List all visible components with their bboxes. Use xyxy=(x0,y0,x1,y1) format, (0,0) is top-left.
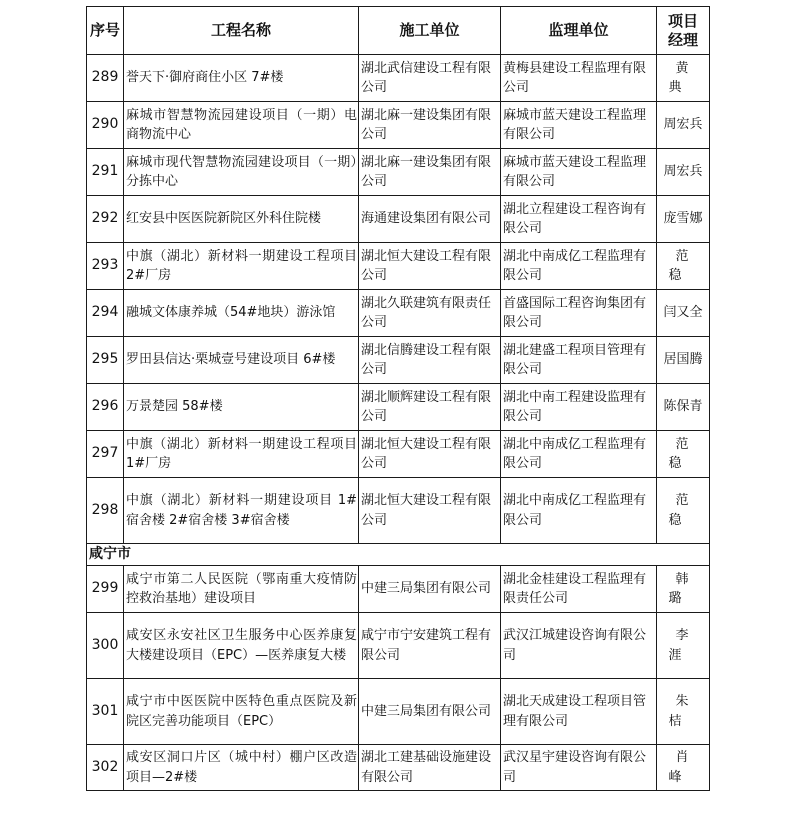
row-no: 300 xyxy=(87,613,124,679)
table-row xyxy=(87,566,710,613)
row-manager: 周宏兵 xyxy=(657,102,710,149)
row-construction-unit: 咸宁市宁安建筑工程有限公司 xyxy=(359,613,501,679)
row-supervision-unit: 武汉江城建设咨询有限公司 xyxy=(501,613,657,679)
table-row xyxy=(87,102,710,149)
row-manager xyxy=(657,431,710,478)
row-construction-unit: 湖北恒大建设工程有限公司 xyxy=(359,431,501,478)
row-project-name: 中旗（湖北）新材料一期建设工程项目 2#厂房 xyxy=(124,243,359,290)
table-row xyxy=(87,384,710,431)
table-row xyxy=(87,613,710,679)
row-supervision-unit: 湖北金桂建设工程监理有限责任公司 xyxy=(501,566,657,613)
row-manager xyxy=(657,243,710,290)
row-construction-unit: 湖北麻一建设集团有限公司 xyxy=(359,149,501,196)
row-manager xyxy=(657,679,710,745)
row-construction-unit: 湖北麻一建设集团有限公司 xyxy=(359,102,501,149)
row-manager: 闫又全 xyxy=(657,290,710,337)
table-row xyxy=(87,149,710,196)
row-project-name: 中旗（湖北）新材料一期建设工程项目 1#厂房 xyxy=(124,431,359,478)
project-table xyxy=(86,6,710,791)
row-supervision-unit: 湖北天成建设工程项目管理有限公司 xyxy=(501,679,657,745)
row-supervision-unit: 湖北立程建设工程咨询有限公司 xyxy=(501,196,657,243)
row-manager-text: 范稳 xyxy=(668,436,705,471)
row-supervision-unit: 武汉星宇建设咨询有限公司 xyxy=(501,745,657,791)
row-supervision-unit: 首盛国际工程咨询集团有限公司 xyxy=(501,290,657,337)
row-supervision-unit: 麻城市蓝天建设工程监理有限公司 xyxy=(501,149,657,196)
row-no: 291 xyxy=(87,149,124,196)
table-row xyxy=(87,337,710,384)
row-construction-unit: 湖北信腾建设工程有限公司 xyxy=(359,337,501,384)
row-supervision-unit: 湖北中南成亿工程监理有限公司 xyxy=(501,431,657,478)
row-supervision-unit: 湖北中南成亿工程监理有限公司 xyxy=(501,243,657,290)
row-construction-unit: 湖北武信建设工程有限公司 xyxy=(359,55,501,102)
row-supervision-unit: 湖北中南工程建设监理有限公司 xyxy=(501,384,657,431)
row-no: 297 xyxy=(87,431,124,478)
row-no: 289 xyxy=(87,55,124,102)
row-manager-text: 范稳 xyxy=(668,493,705,528)
row-project-name: 罗田县信达·栗城壹号建设项目 6#楼 xyxy=(124,337,359,384)
row-project-name: 中旗（湖北）新材料一期建设项目 1#宿舍楼 2#宿舍楼 3#宿舍楼 xyxy=(124,478,359,544)
row-supervision-unit: 湖北中南成亿工程监理有限公司 xyxy=(501,478,657,544)
table-row xyxy=(87,478,710,544)
row-manager-text: 韩璐 xyxy=(668,571,705,606)
row-construction-unit: 湖北久联建筑有限责任公司 xyxy=(359,290,501,337)
row-supervision-unit: 麻城市蓝天建设工程监理有限公司 xyxy=(501,102,657,149)
row-manager: 周宏兵 xyxy=(657,149,710,196)
row-construction-unit: 中建三局集团有限公司 xyxy=(359,566,501,613)
row-no: 296 xyxy=(87,384,124,431)
row-no: 295 xyxy=(87,337,124,384)
row-manager xyxy=(657,745,710,791)
table-row xyxy=(87,745,710,791)
header-project-name: 工程名称 xyxy=(124,7,359,55)
header-no: 序号 xyxy=(87,7,124,55)
row-manager xyxy=(657,478,710,544)
table-row xyxy=(87,55,710,102)
region-row xyxy=(87,544,710,566)
row-no: 302 xyxy=(87,745,124,791)
row-construction-unit: 湖北恒大建设工程有限公司 xyxy=(359,478,501,544)
region-label: 咸宁市 xyxy=(87,544,710,566)
row-manager-text: 黄典 xyxy=(668,60,705,95)
header-project-manager xyxy=(657,7,710,55)
row-project-name: 誉天下·御府商住小区 7#楼 xyxy=(124,55,359,102)
row-project-name: 咸安区洞口片区（城中村）棚户区改造项目—2#楼 xyxy=(124,745,359,791)
row-construction-unit: 中建三局集团有限公司 xyxy=(359,679,501,745)
row-construction-unit: 湖北恒大建设工程有限公司 xyxy=(359,243,501,290)
row-no: 294 xyxy=(87,290,124,337)
row-manager xyxy=(657,566,710,613)
row-no: 290 xyxy=(87,102,124,149)
table-header-row xyxy=(87,7,710,55)
table-row xyxy=(87,679,710,745)
row-manager-text: 范稳 xyxy=(668,248,705,283)
table-row xyxy=(87,196,710,243)
row-project-name: 咸宁市第二人民医院（鄂南重大疫情防控救治基地）建设项目 xyxy=(124,566,359,613)
row-construction-unit: 湖北工建基础设施建设有限公司 xyxy=(359,745,501,791)
row-no: 293 xyxy=(87,243,124,290)
row-supervision-unit: 湖北建盛工程项目管理有限公司 xyxy=(501,337,657,384)
table-row xyxy=(87,290,710,337)
row-project-name: 红安县中医医院新院区外科住院楼 xyxy=(124,196,359,243)
row-manager: 居国腾 xyxy=(657,337,710,384)
row-project-name: 咸安区永安社区卫生服务中心医养康复大楼建设项目（EPC）—医养康复大楼 xyxy=(124,613,359,679)
row-supervision-unit: 黄梅县建设工程监理有限公司 xyxy=(501,55,657,102)
row-no: 301 xyxy=(87,679,124,745)
row-project-name: 麻城市现代智慧物流园建设项目（一期）分拣中心 xyxy=(124,149,359,196)
row-construction-unit: 湖北顺辉建设工程有限公司 xyxy=(359,384,501,431)
row-manager xyxy=(657,613,710,679)
row-manager-text: 肖峰 xyxy=(668,750,705,785)
row-project-name: 融城文体康养城（54#地块）游泳馆 xyxy=(124,290,359,337)
header-construction-unit: 施工单位 xyxy=(359,7,501,55)
row-project-name: 咸宁市中医医院中医特色重点医院及新院区完善功能项目（EPC） xyxy=(124,679,359,745)
header-manager-text: 项目经理 xyxy=(667,11,698,49)
header-supervision-unit: 监理单位 xyxy=(501,7,657,55)
row-project-name: 麻城市智慧物流园建设项目（一期）电商物流中心 xyxy=(124,102,359,149)
row-manager: 陈保青 xyxy=(657,384,710,431)
row-manager-text: 李涯 xyxy=(668,628,705,663)
row-construction-unit: 海通建设集团有限公司 xyxy=(359,196,501,243)
row-project-name: 万景楚园 58#楼 xyxy=(124,384,359,431)
row-manager: 庞雪娜 xyxy=(657,196,710,243)
table-row xyxy=(87,243,710,290)
row-no: 299 xyxy=(87,566,124,613)
row-manager xyxy=(657,55,710,102)
table-row xyxy=(87,431,710,478)
row-no: 292 xyxy=(87,196,124,243)
row-no: 298 xyxy=(87,478,124,544)
row-manager-text: 朱桔 xyxy=(668,694,705,729)
